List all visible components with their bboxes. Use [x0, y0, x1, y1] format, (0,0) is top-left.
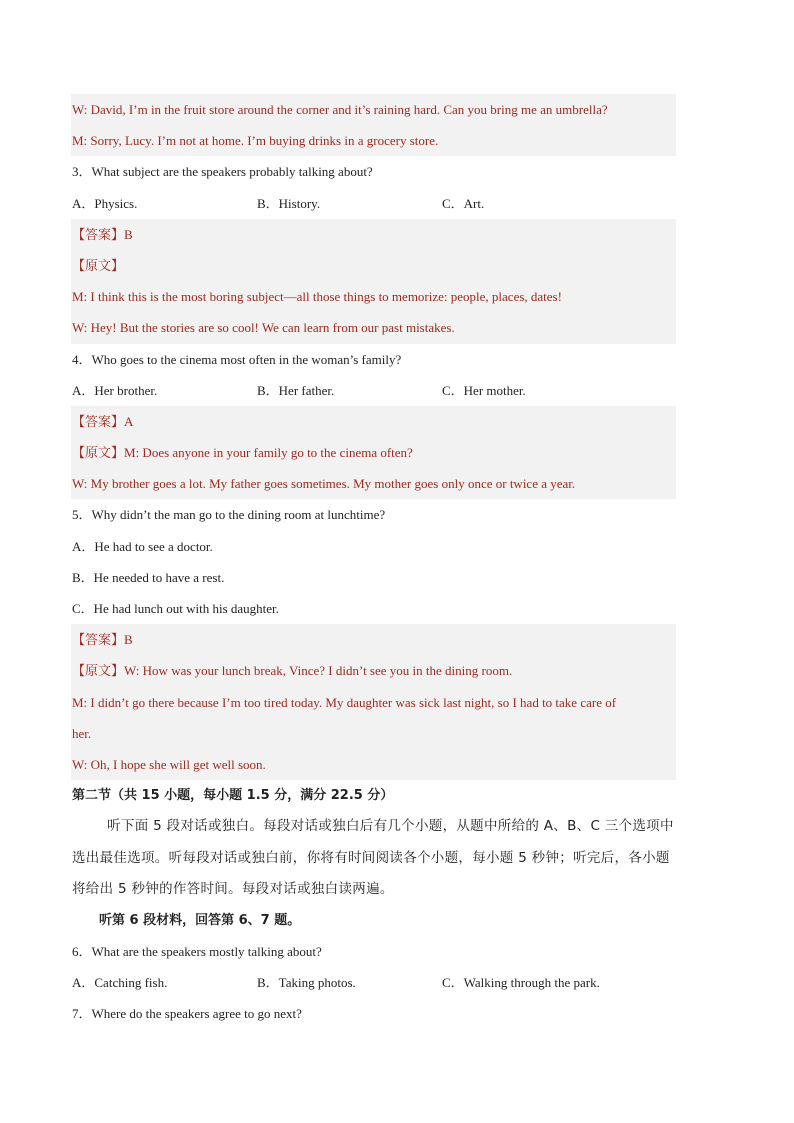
transcript-line: W: David, I’m in the fruit store around the corner and it’s raining hard. Can you bring me an umbrella?: [71, 94, 676, 125]
option-c: C．Walking through the park.: [442, 975, 600, 991]
option-c: C．He had lunch out with his daughter.: [72, 601, 279, 616]
transcript-line: W: How was your lunch break, Vince? I didn’t see you in the dining room.: [124, 663, 513, 679]
source-tag-3: 【原文】: [71, 250, 676, 281]
option-c: C．Art.: [442, 195, 485, 211]
page-content: [71, 94, 676, 1030]
transcript-line: W: Hey! But the stories are so cool! We can learn from our past mistakes.: [71, 312, 676, 343]
source-tag: 【原文】: [72, 663, 125, 679]
source-4: [71, 437, 676, 468]
option-c: C．Her mother.: [442, 382, 526, 398]
option-a: A．Physics.: [72, 195, 138, 211]
answer-tag: 【答案】: [72, 413, 125, 429]
answer-value: A: [124, 413, 134, 429]
options-6: [71, 967, 676, 998]
option-b: B．Taking photos.: [257, 975, 356, 991]
section-heading: 第二节（共 15 小题，每小题 1.5 分，满分 22.5 分）: [72, 788, 394, 804]
option-a: A．He had to see a doctor.: [72, 538, 213, 554]
answer-tag: 【答案】: [72, 632, 125, 648]
answer-tag: 【答案】: [72, 226, 125, 242]
question-7: 7．Where do the speakers agree to go next?: [72, 1006, 302, 1022]
transcript-line: her.: [71, 718, 676, 749]
question-6: 6．What are the speakers mostly talking about?: [72, 944, 322, 960]
source-5: [71, 655, 676, 686]
answer-3: [71, 219, 676, 250]
option-b: B．Her father.: [257, 382, 335, 398]
option-b: B．History.: [257, 195, 321, 211]
transcript-line: M: I think this is the most boring subject—all those things to memorize: people, places, dates!: [71, 281, 676, 312]
question-3: 3．What subject are the speakers probably talking about?: [72, 164, 373, 180]
answer-value: B: [124, 226, 133, 242]
question-4: 4．Who goes to the cinema most often in the woman’s family?: [72, 351, 402, 367]
option-b: B．He needed to have a rest.: [72, 569, 225, 585]
transcript-line: M: I didn’t go there because I’m too tired today. My daughter was sick last night, so I had to take care of: [71, 687, 676, 718]
answer-value: B: [124, 632, 133, 648]
option-a: A．Her brother.: [72, 382, 158, 398]
answer-5: [71, 624, 676, 655]
material-heading: 听第 6 段材料，回答第 6、7 题。: [99, 912, 301, 928]
transcript-line: W: Oh, I hope she will get well soon.: [71, 749, 676, 780]
section-instructions: 听下面 5 段对话或独白。每段对话或独白后有几个小题，从题中所给的 A、B、C 三个选项中选出最佳选项。听每段对话或独白前，你将有时间阅读各个小题，每小题 5 秒钟；听完后，各小题将给出 5 秒钟的作答时间。每段对话或独白读两遍。: [72, 818, 674, 897]
transcript-line: M: Does anyone in your family go to the cinema often?: [124, 445, 413, 461]
question-5: 5．Why didn’t the man go to the dining room at lunchtime?: [72, 507, 386, 523]
transcript-line: M: Sorry, Lucy. I’m not at home. I’m buying drinks in a grocery store.: [71, 125, 676, 156]
options-3: [71, 188, 676, 219]
option-a: A．Catching fish.: [72, 975, 168, 991]
answer-4: [71, 406, 676, 437]
options-4: [71, 375, 676, 406]
source-tag: 【原文】: [72, 445, 125, 461]
transcript-line: W: My brother goes a lot. My father goes sometimes. My mother goes only once or twice a year.: [71, 468, 676, 499]
